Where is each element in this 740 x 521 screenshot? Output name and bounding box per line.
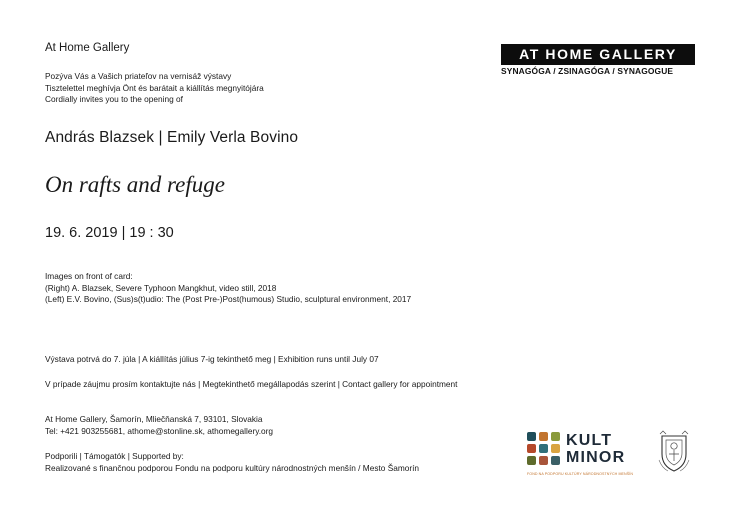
kult-minor-mosaic-tile [539, 444, 548, 453]
kult-minor-mosaic-tile [527, 456, 536, 465]
kult-minor-mosaic-icon [527, 432, 561, 466]
invitation-text [45, 71, 264, 106]
images-heading: Images on front of card: [45, 271, 133, 281]
image-credit-right: (Right) A. Blazsek, Severe Typhoon Mangkhut, video still, 2018 [45, 282, 277, 293]
gallery-name: At Home Gallery [45, 42, 130, 54]
coat-of-arms-icon [657, 430, 691, 474]
kult-minor-logo [527, 432, 645, 476]
kult-minor-mosaic-tile [527, 432, 536, 441]
support-block [45, 451, 419, 474]
kult-minor-mosaic-tile [551, 432, 560, 441]
address-block [45, 414, 273, 437]
kult-minor-word1: KULT [566, 432, 613, 449]
invite-line-hu: Tisztelettel meghívja Önt és barátait a kiállítás megnyitójára [45, 82, 264, 93]
images-credits [45, 271, 411, 306]
kult-minor-mosaic-tile [551, 456, 560, 465]
invite-line-en: Cordially invites you to the opening of [45, 94, 183, 104]
opening-date: 19. 6. 2019 | 19 : 30 [45, 225, 174, 241]
kult-minor-mosaic-tile [551, 444, 560, 453]
kult-minor-mosaic-tile [539, 456, 548, 465]
exhibition-title: On rafts and refuge [45, 172, 225, 197]
gallery-logo-subtitle: SYNAGÓGA / ZSINAGÓGA / SYNAGOGUE [501, 66, 674, 76]
kult-minor-mosaic-tile [539, 432, 548, 441]
invite-line-sk: Pozýva Vás a Vašich priateľov na vernisáž výstavy [45, 71, 232, 81]
exhibition-runs: Výstava potrvá do 7. júla | A kiállítás július 7-ig tekinthető meg | Exhibition runs until July 07 [45, 354, 379, 364]
address-line: At Home Gallery, Šamorín, Mliečňanská 7, 93101, Slovakia [45, 414, 263, 424]
gallery-logo: AT HOME GALLERY [501, 44, 695, 65]
contact-line: Tel: +421 903255681, athome@stonline.sk, athomegallery.org [45, 425, 274, 436]
contact-note: V prípade záujmu prosím kontaktujte nás | Megtekinthető megállapodás szerint | Contact gallery for appointment [45, 379, 458, 389]
kult-minor-mosaic-tile [527, 444, 536, 453]
support-heading: Podporili | Támogatók | Supported by: [45, 451, 184, 461]
kult-minor-fine-print: FOND NA PODPORU KULTÚRY NÁRODNOSTNÝCH MENŠÍN [527, 472, 634, 476]
support-text: Realizované s finančnou podporou Fondu na podporu kultúry národnostných menšín / Mesto Šamorín [45, 462, 420, 473]
artists-names: András Blazsek | Emily Verla Bovino [45, 129, 299, 146]
kult-minor-word2: MINOR [566, 449, 626, 466]
image-credit-left: (Left) E.V. Bovino, (Sus)s(t)udio: The (Post Pre-)Post(humous) Studio, sculptural environment, 2017 [45, 294, 412, 304]
